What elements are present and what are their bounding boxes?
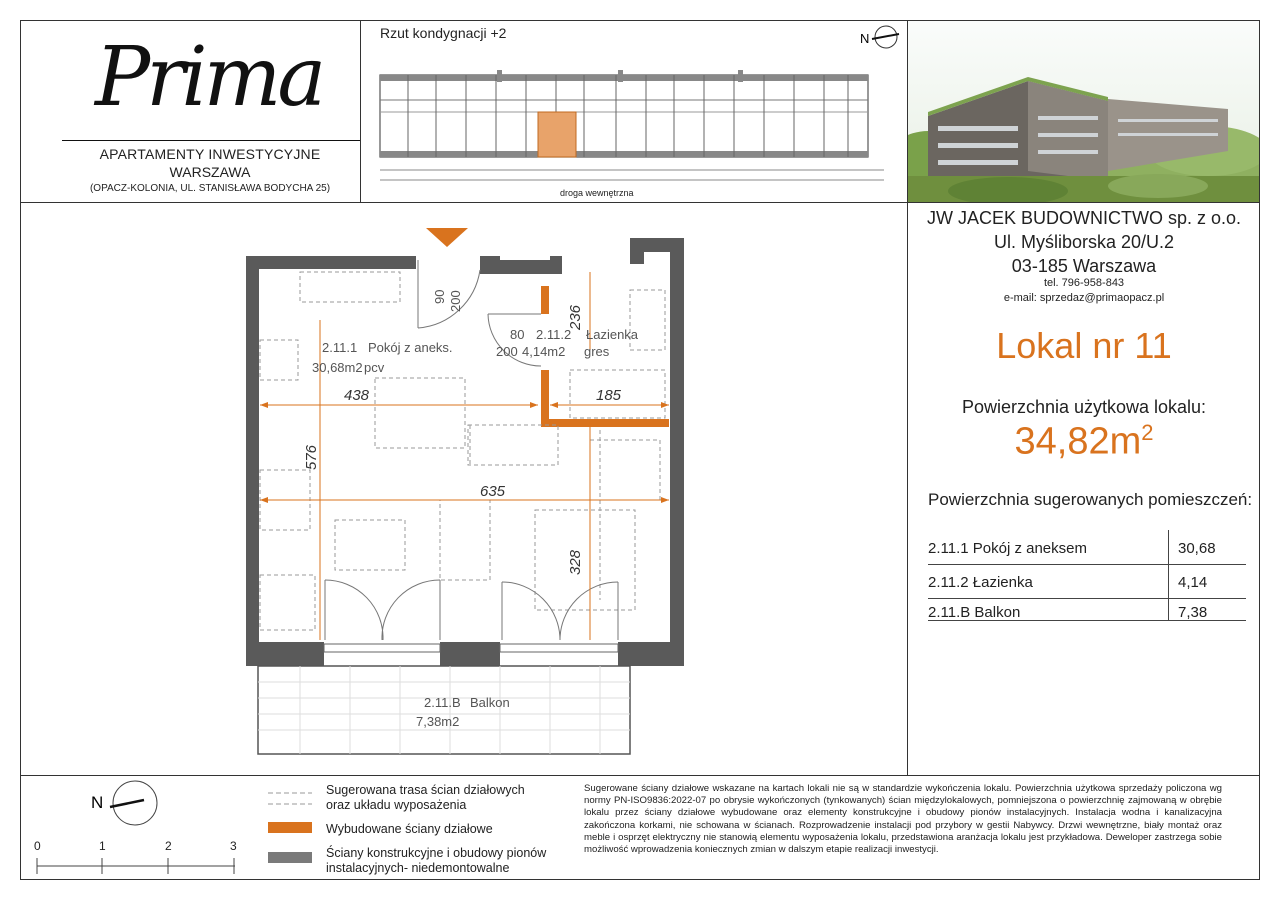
room2-floor: gres: [584, 344, 610, 359]
dimension-label: 236: [567, 304, 584, 330]
balcony-id: 2.11.B: [424, 695, 461, 710]
legend-swatches: [266, 788, 316, 868]
north-label: N: [91, 793, 104, 812]
room2-name: Łazienka: [586, 327, 639, 342]
main-door-height: 200: [448, 290, 463, 312]
rooms-heading: Powierzchnia sugerowanych pomieszczeń:: [928, 490, 1253, 509]
area-unit-sup: 2: [1141, 420, 1154, 445]
company-street: Ul. Myśliborska 20/U.2: [993, 232, 1175, 252]
header-sep-left: [360, 20, 361, 202]
room2-area: 4,14m2: [522, 344, 566, 359]
scale-label: 2: [165, 839, 172, 853]
dimension-label: 576: [303, 444, 320, 470]
building-rendering: [908, 21, 1259, 202]
floor-title: Rzut kondygnacji +2: [380, 25, 507, 41]
company-name: JW JACEK BUDOWNICTWO sp. z o.o.: [926, 208, 1242, 228]
balcony-area: 7,38m2: [416, 714, 460, 729]
company-city: 03-185 Warszawa: [1011, 256, 1157, 276]
dimension-label: 635: [480, 483, 506, 500]
room1-name: Pokój z aneks.: [368, 340, 453, 355]
dimension-label: 185: [596, 387, 622, 404]
dimension-label: 438: [344, 387, 370, 404]
area-label: Powierzchnia użytkowa lokalu:: [961, 397, 1207, 417]
room-area: 30,68: [1178, 540, 1216, 557]
header-divider: [20, 202, 1260, 203]
bath-door-width: 80: [510, 327, 525, 342]
scale-label: 0: [34, 839, 41, 853]
dimension-label: 328: [567, 549, 584, 575]
north-label-small: N: [860, 31, 870, 46]
room-name: 2.11.2 Łazienka: [928, 574, 1033, 591]
legend-dashed-line2: oraz układu wyposażenia: [326, 798, 467, 812]
company-phone: tel. 796-958-843: [1043, 277, 1125, 289]
legend-dashed-line1: Sugerowana trasa ścian działowych: [326, 783, 525, 797]
entrance-arrow: [426, 228, 468, 247]
room2-id: 2.11.2: [536, 327, 572, 342]
north-arrow-small: [860, 26, 899, 48]
room1-floor: pcv: [364, 360, 385, 375]
brand-address: (OPACZ-KOLONIA, UL. STANISŁAWA BODYCHA 25): [89, 183, 331, 194]
brand-city: WARSZAWA: [169, 164, 251, 180]
room1-area: 30,68m2: [312, 360, 363, 375]
road-label: droga wewnętrzna: [560, 188, 634, 198]
unit-title: Lokal nr 11: [996, 325, 1172, 366]
scale-label: 3: [230, 839, 237, 853]
footer-divider: [20, 775, 1260, 776]
logo-underline: [62, 140, 360, 141]
scale-label: 1: [99, 839, 106, 853]
unit-highlight: [538, 112, 576, 157]
room-area: 4,14: [1178, 574, 1208, 591]
brand-title: APARTAMENTY INWESTYCYJNE: [99, 146, 321, 162]
legend-structural-line2: instalacyjnych- niedemontowalne: [326, 861, 510, 875]
row-separator: [1168, 588, 1169, 620]
room-row: [928, 530, 1246, 565]
balcony: [258, 666, 630, 754]
area-value: [908, 420, 1260, 464]
room-name: 2.11.B Balkon: [928, 604, 1021, 621]
balcony-name: Balkon: [470, 695, 510, 710]
company-email[interactable]: e-mail: sprzedaz@primaopacz.pl: [1003, 292, 1165, 304]
floor-key-plan: [368, 20, 906, 200]
bath-door-height: 200: [496, 344, 518, 359]
room-row: [928, 588, 1246, 621]
disclaimer-notes: Sugerowane ściany działowe wskazane na kartach lokali nie są w standardzie wykończenia lokalu. Powierzchnia użytkowa sprzedaży policzona wg normy PN-ISO9836:2022-07 po obrysie wykończonych (tynkowanych) ścian międzylokalowych, pomniejszona o powierzchnię zajmowaną w obrębie lokalu przez ściany działowe wybudowane oraz elementy konstrukcyjne i obudowy pionów instalacyjnych. Instalacja wodna i kanalizacyjna zakończona korkami, nie schowana w ścianach. Rozprowadzenie instalacji pod przybory w gestii Nabywcy. Drzwi wewnętrzne, biały montaż oraz meble i osprzęt elektryczny nie stanowią elementu wyposażenia lokalu, przedstawiona aranżacja lokalu jest przykładowa. Deweloper zastrzega sobie możliwość wprowadzenia koniecznych zmian w dalszym etapie realizacji inwestycji.: [584, 783, 1222, 856]
legend-north-scale: [30, 778, 280, 888]
brand-logo: Prima: [95, 30, 323, 125]
area-number: 34,82m: [1014, 420, 1142, 463]
row-separator: [1168, 530, 1169, 564]
legend-built-walls: Wybudowane ściany działowe: [326, 822, 493, 836]
room1-id: 2.11.1: [322, 340, 358, 355]
main-door-width: 90: [432, 289, 447, 304]
room-name: 2.11.1 Pokój z aneksem: [928, 540, 1087, 557]
apartment-floor-plan: [240, 220, 690, 760]
legend-structural-line1: Ściany konstrukcyjne i obudowy pionów: [326, 846, 547, 860]
room-area: 7,38: [1178, 604, 1208, 621]
